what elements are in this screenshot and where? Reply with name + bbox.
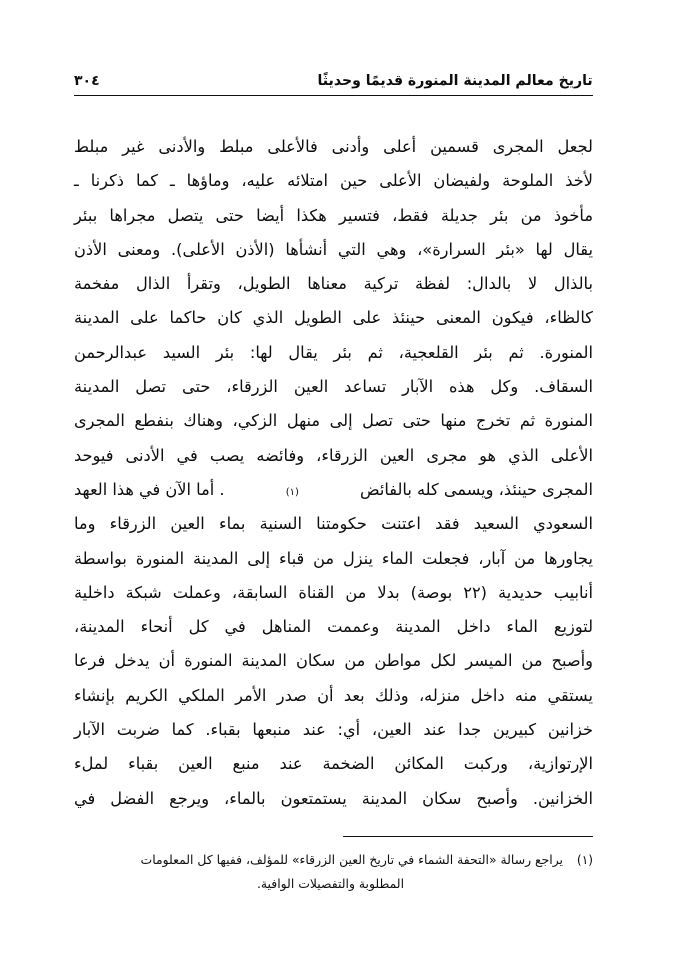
body-line [74, 576, 593, 610]
body-line-text: خزانين كبيرين جدا عند العين، أي: عند منبعها بقباء. كما ضربت الآبار [74, 720, 593, 740]
body-line [74, 644, 593, 678]
body-line-text: كالظاء، فيكون المعنى حينئذ على الطويل الذي كان حاكما على المدينة [74, 308, 593, 328]
footnote-divider-rule [343, 836, 593, 837]
body-line [74, 267, 593, 301]
body-line-text: وأصبح من الميسر لكل مواطن من سكان المدينة المنورة أن يدخل فرعا [74, 651, 593, 671]
body-line-text: بالذال لا بالدال: لفظة تركية معناها الطويل، وتقرأ الذال مفخمة [74, 274, 593, 294]
page-number: ٣٠٤ [74, 72, 100, 89]
header-divider-rule [74, 95, 593, 96]
body-line-text: أنابيب حديدية (٢٢ بوصة) بدلا من القناة السابقة، وعملت شبكة داخلية [74, 582, 593, 602]
body-line [74, 747, 593, 781]
body-line-text: الأعلى الذي هو مجرى العين الزرقاء، وفائضه يصب في الأدنى فيوحد [74, 445, 593, 465]
body-line [74, 301, 593, 335]
body-line [74, 164, 593, 198]
body-line-text: لتوزيع الماء داخل المدينة وعممت المناهل في كل أنحاء المدينة، [74, 617, 593, 637]
body-line-text: مأخوذ من بئر جديلة فقط، فتسير هكذا أيضا حتى يتصل مجراها ببئر [74, 205, 593, 225]
body-line [74, 610, 593, 644]
body-line-text: المنورة ثم تخرج منها حتى تصل إلى منهل الزكي، وهناك بنفطع المجرى [74, 411, 593, 431]
body-line [74, 336, 593, 370]
body-line-text: الإرتوازية، وركبت المكائن الضخمة عند منبع العين بقباء لملء [74, 754, 593, 774]
body-line [74, 542, 593, 576]
body-line-text: يجاورها من آبار، فجعلت الماء ينزل من قباء إلى المدينة المنورة بواسطة [74, 548, 593, 568]
body-line [74, 199, 593, 233]
footnote-entry [74, 848, 593, 872]
body-line [74, 782, 593, 816]
body-line-text: يستقي منه داخل منزله، وذلك بعد أن صدر الأمر الملكي الكريم بإنشاء [74, 685, 593, 705]
body-line-text: لأخذ الملوحة ولفيضان الأعلى حين امتلائه عليه، وماؤها ـ كما ذكرنا ـ [74, 171, 593, 191]
body-line-text-after-ref: . أما الآن في هذا العهد [74, 479, 225, 499]
body-line-text: الخزانين. وأصبح سكان المدينة يستمتعون بالماء، ويرجع الفضل في [74, 788, 593, 808]
body-line-text: المنورة. ثم بئر القلعجية، ثم بئر يقال لها: بئر السيد عبدالرحمن [74, 342, 593, 362]
body-line [74, 370, 593, 404]
body-line-text: السعودي السعيد فقد اعتنت حكومتنا السنية بماء العين الزرقاء وما [74, 514, 593, 534]
footnote-text-line-1: يراجع رسالة «التحفة الشماء في تاريخ العين الزرقاء» للمؤلف، ففيها كل المعلومات [140, 852, 563, 867]
body-line-text: السقاف. وكل هذه الآبار تساعد العين الزرقاء، حتى تصل المدينة [74, 377, 593, 397]
body-line [74, 507, 593, 541]
body-text-block [74, 130, 593, 816]
body-line-with-footnote-ref: المجرى حينئذ، ويسمى كله بالفائض (١) . أما الآن في هذا العهد [74, 473, 593, 507]
body-line-text: يقال لها «بئر السرارة»، وهي التي أنشأها (الأذن الأعلى). ومعنى الأذن [74, 239, 593, 259]
footnote-block [74, 848, 593, 896]
body-line [74, 713, 593, 747]
body-line [74, 233, 593, 267]
footnote-marker: (١) [576, 853, 593, 867]
body-line [74, 679, 593, 713]
body-line [74, 439, 593, 473]
header-row [74, 64, 593, 90]
header-book-title: تاريخ معالم المدينة المنورة قديمًا وحديثًا [317, 73, 593, 90]
body-line [74, 404, 593, 438]
body-line-text: لجعل المجرى قسمين أعلى وأدنى فالأعلى مبلط والأدنى غير مبلط [74, 137, 593, 156]
running-header [74, 64, 593, 98]
body-line [74, 130, 593, 164]
body-line-text-before-ref: المجرى حينئذ، ويسمى كله بالفائض [360, 479, 593, 499]
footnote-text-line-2: المطلوبة والتفصيلات الوافية. [256, 876, 405, 891]
